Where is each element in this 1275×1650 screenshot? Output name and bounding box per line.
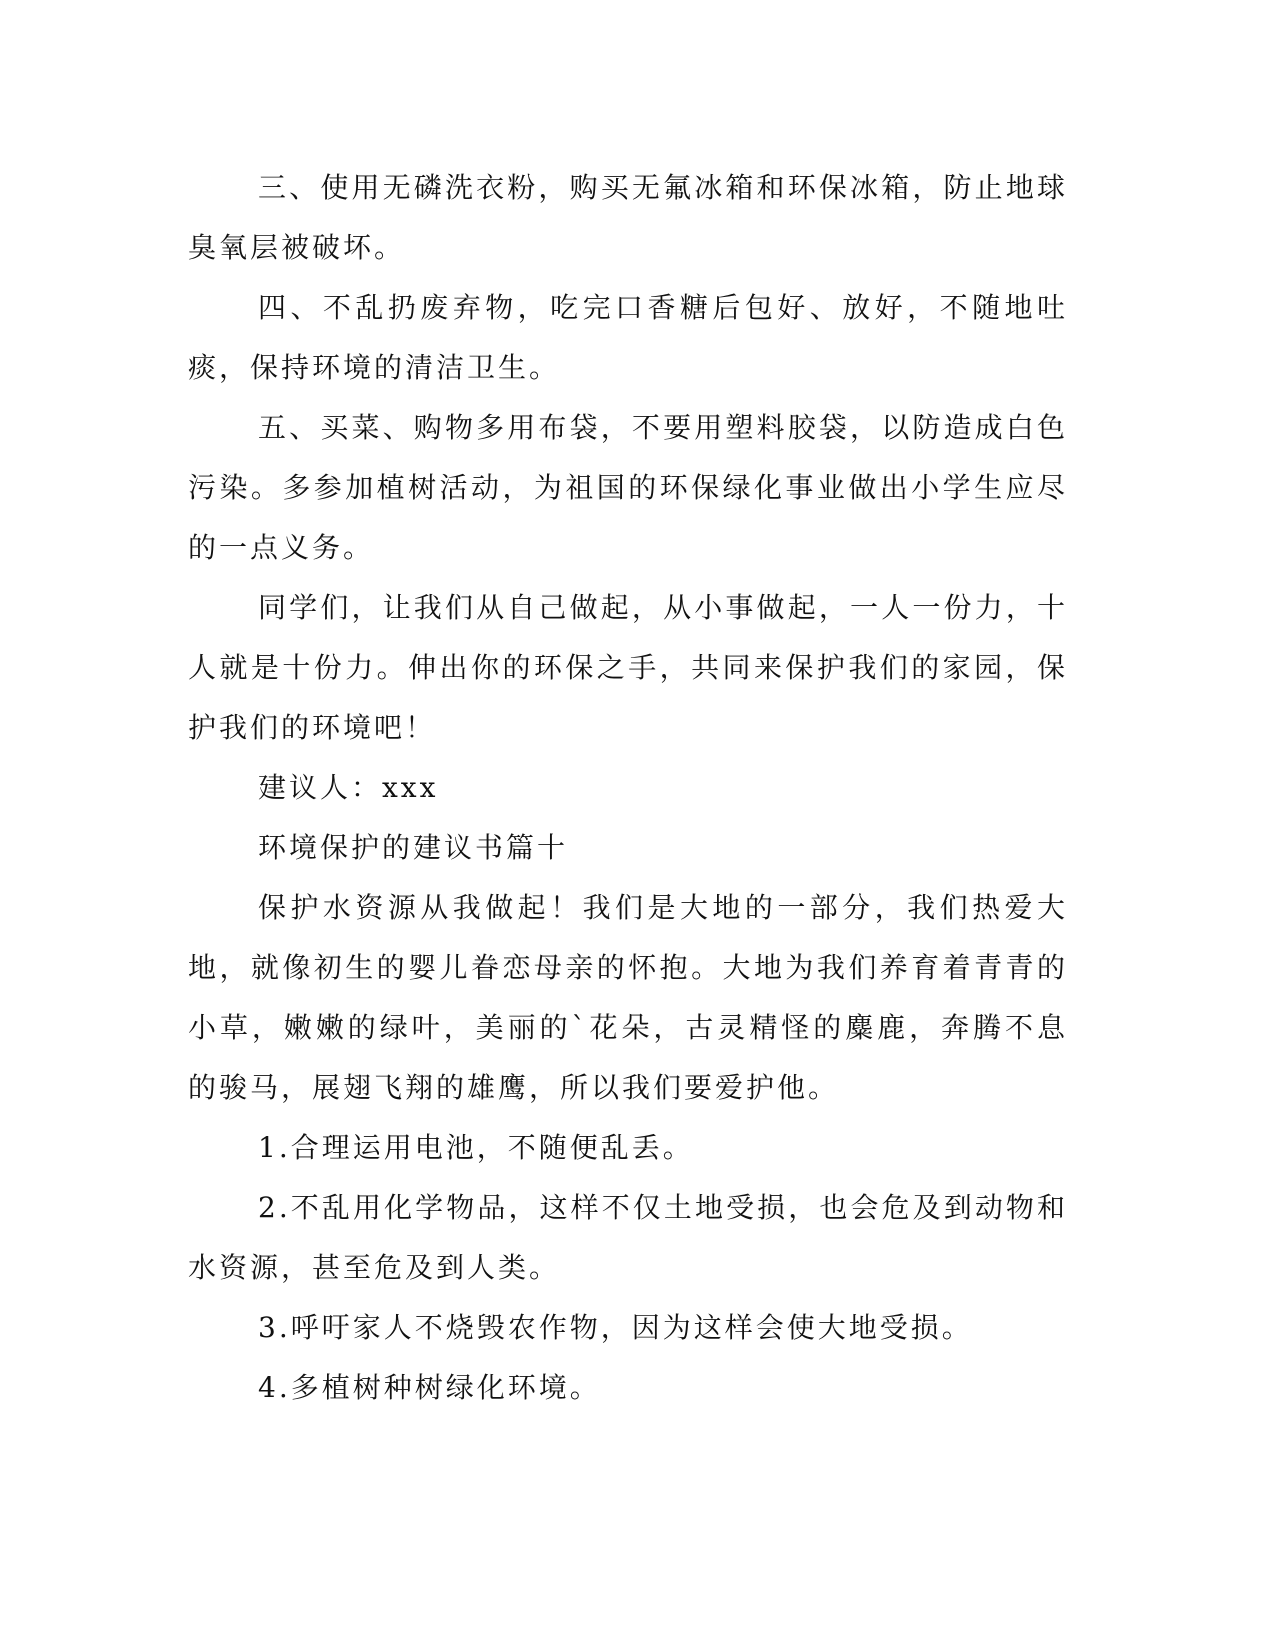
signature-line: 建议人：xxx [258,771,439,804]
paragraph-closing-appeal: 同学们，让我们从自己做起，从小事做起，一人一份力，十人就是十份力。伸出你的环保之手，共同来保护我们的家园，保护我们的环境吧！ [188,591,1068,744]
list-item-1: 1.合理运用电池，不随便乱丢。 [258,1131,694,1164]
paragraph-item-5: 五、买菜、购物多用布袋，不要用塑料胶袋，以防造成白色污染。多参加植树活动，为祖国的环保绿化事业做出小学生应尽的一点义务。 [188,411,1068,564]
document-page [188,158,1068,1418]
paragraph-item-4: 四、不乱扔废弃物，吃完口香糖后包好、放好，不随地吐痰，保持环境的清洁卫生。 [188,291,1068,384]
list-item-3: 3.呼吁家人不烧毁农作物，因为这样会使大地受损。 [258,1311,973,1344]
list-item-4: 4.多植树种树绿化环境。 [258,1371,601,1404]
section-heading: 环境保护的建议书篇十 [258,831,569,864]
paragraph-intro: 保护水资源从我做起！我们是大地的一部分，我们热爱大地，就像初生的婴儿眷恋母亲的怀抱。大地为我们养育着青青的小草，嫩嫩的绿叶，美丽的`花朵，古灵精怪的麋鹿，奔腾不息的骏马，展翅飞翔的雄鹰，所以我们要爱护他。 [188,891,1068,1104]
paragraph-item-3: 三、使用无磷洗衣粉，购买无氟冰箱和环保冰箱，防止地球臭氧层被破坏。 [188,171,1068,264]
list-item-2: 2.不乱用化学物品，这样不仅土地受损，也会危及到动物和水资源，甚至危及到人类。 [188,1191,1068,1284]
